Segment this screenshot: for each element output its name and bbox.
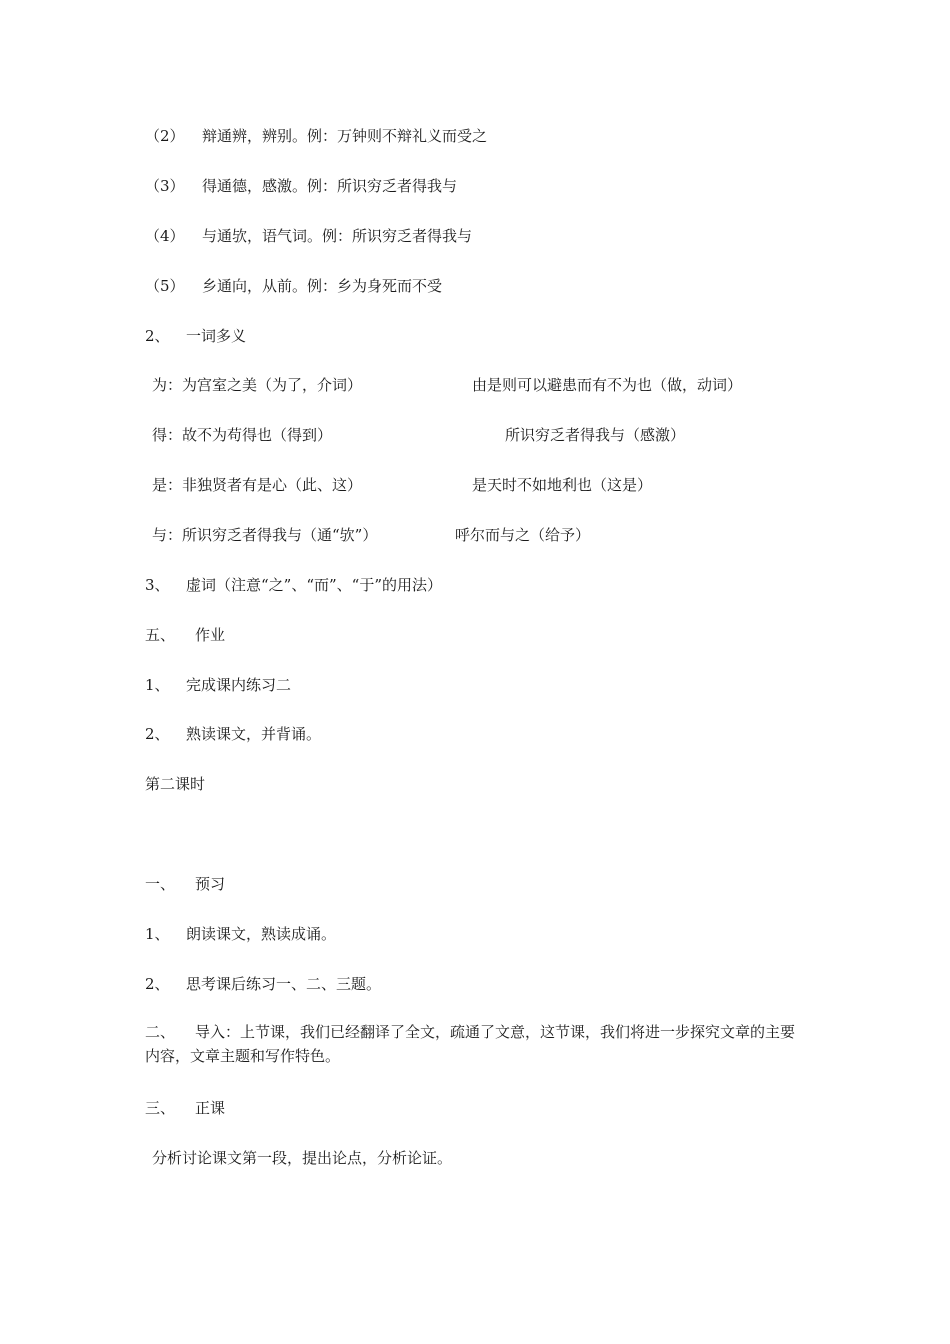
section-marker: 2、: [145, 327, 170, 345]
part-text: 作业: [195, 626, 226, 644]
item-marker: （2）: [145, 127, 185, 145]
part-marker: 二、: [145, 1023, 176, 1041]
item-marker: （4）: [145, 227, 185, 245]
part-marker: 三、: [145, 1099, 176, 1117]
item-marker: 1、: [145, 925, 170, 943]
polysemy-left: 为：为宫室之美（为了，介词）: [152, 376, 363, 394]
item-marker: 1、: [145, 676, 170, 694]
item-text: 朗读课文，熟读成诵。: [186, 925, 337, 943]
section-text: 一词多义: [186, 327, 247, 345]
polysemy-row: [152, 475, 653, 495]
item-text: 思考课后练习一、二、三题。: [186, 975, 382, 993]
part-text: 正课: [195, 1099, 226, 1117]
polysemy-row: [152, 425, 686, 445]
item-text: 辩通辨，辨别。例：万钟则不辩礼义而受之: [202, 127, 488, 145]
part-text: 预习: [195, 875, 226, 893]
list-item: [145, 724, 321, 744]
list-item: [145, 924, 336, 944]
part-heading: [145, 1098, 225, 1118]
polysemy-left: 是：非独贤者有是心（此、这）: [152, 476, 363, 494]
part-marker: 一、: [145, 875, 176, 893]
sub-item: [145, 226, 472, 246]
polysemy-left: 与：所识穷乏者得我与（通“欤”）: [152, 526, 378, 544]
analysis-text: 分析讨论课文第一段，提出论点，分析论证。: [152, 1149, 453, 1167]
lesson-title: 第二课时: [145, 775, 206, 793]
polysemy-right: 是天时不如地利也（这是）: [472, 476, 653, 494]
item-text: 得通德，感激。例：所识穷乏者得我与: [202, 177, 458, 195]
part-paragraph: [145, 1020, 805, 1068]
part-marker: 五、: [145, 626, 176, 644]
part-text: 导入：上节课，我们已经翻译了全文，疏通了文意，这节课，我们将进一步探究文章的主要内容，文章主题和写作特色。: [145, 1023, 796, 1065]
item-marker: 2、: [145, 725, 170, 743]
item-text: 与通欤，语气词。例：所识穷乏者得我与: [202, 227, 473, 245]
polysemy-right: 所识穷乏者得我与（感激）: [505, 426, 686, 444]
list-item: [145, 974, 381, 994]
part-heading: [145, 874, 225, 894]
item-text: 乡通向，从前。例：乡为身死而不受: [202, 277, 443, 295]
item-text: 完成课内练习二: [186, 676, 292, 694]
section-heading: [145, 326, 246, 346]
item-marker: （3）: [145, 177, 185, 195]
part-heading: [145, 625, 225, 645]
item-marker: 2、: [145, 975, 170, 993]
list-item: [145, 675, 291, 695]
polysemy-left: 得：故不为苟得也（得到）: [152, 426, 333, 444]
section-text: 虚词（注意“之”、“而”、“于”的用法）: [186, 576, 443, 594]
sub-item: [145, 126, 487, 146]
section-marker: 3、: [145, 576, 170, 594]
section-heading: [145, 575, 442, 595]
item-text: 熟读课文，并背诵。: [186, 725, 322, 743]
polysemy-right: 呼尔而与之（给予）: [455, 526, 591, 544]
sub-item: [145, 176, 457, 196]
sub-item: [145, 276, 442, 296]
polysemy-row: [152, 525, 591, 545]
polysemy-right: 由是则可以避患而有不为也（做，动词）: [472, 376, 743, 394]
item-marker: （5）: [145, 277, 185, 295]
polysemy-row: [152, 375, 743, 395]
